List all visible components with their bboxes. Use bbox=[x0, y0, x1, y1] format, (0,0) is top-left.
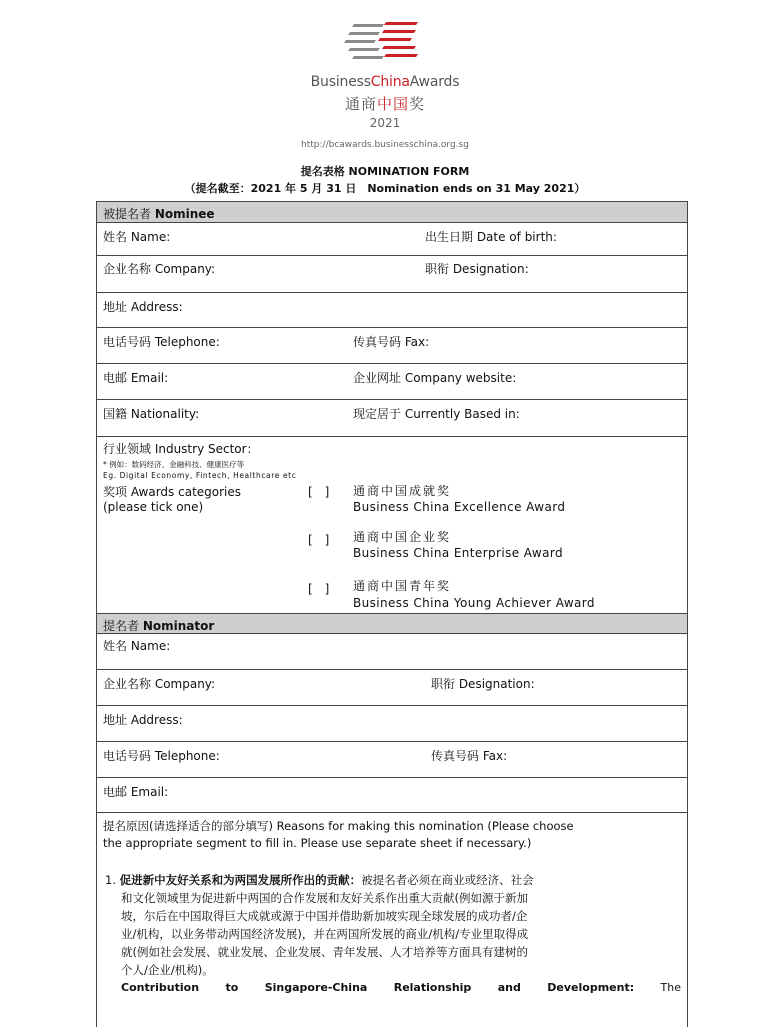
reasons-line-1: 提名原因(请选择适合的部分填写) Reasons for making this nomination (Please choose bbox=[103, 819, 574, 833]
nominator-address-field[interactable]: 地址 Address: bbox=[103, 713, 183, 727]
awards-hint: (please tick one) bbox=[103, 500, 204, 514]
nominator-company-row[interactable] bbox=[97, 670, 687, 706]
contribution-en-line bbox=[105, 979, 681, 997]
form-title: 提名表格 NOMINATION FORM bbox=[300, 165, 470, 178]
award-label-cn-young-achiever: 通商中国青年奖 bbox=[353, 579, 452, 593]
contribution-line-6: 个人/企业/机构)。 bbox=[121, 963, 214, 977]
awards-label: 奖项 Awards categories bbox=[103, 485, 242, 499]
nominator-designation-field[interactable]: 职衔 Designation: bbox=[431, 677, 535, 691]
nominee-company-field[interactable]: 企业名称 Company: bbox=[103, 262, 216, 276]
nominator-name-field[interactable]: 姓名 Name: bbox=[103, 639, 171, 653]
nominee-email-row[interactable] bbox=[97, 364, 687, 400]
en-word: Development: bbox=[547, 981, 635, 994]
nominee-industry-awards-row bbox=[97, 437, 687, 614]
en-word: Relationship bbox=[393, 981, 472, 994]
award-label-cn-enterprise: 通商中国企业奖 bbox=[353, 530, 452, 544]
nominee-email-field[interactable]: 电邮 Email: bbox=[103, 371, 169, 385]
nominee-nationality-field[interactable]: 国籍 Nationality: bbox=[103, 407, 200, 421]
nominee-based-in-field[interactable]: 现定居于 Currently Based in: bbox=[353, 407, 520, 421]
award-label-cn-excellence: 通商中国成就奖 bbox=[353, 484, 452, 498]
award-checkbox-enterprise[interactable]: [ ] bbox=[308, 533, 330, 547]
nominee-dob-field[interactable]: 出生日期 Date of birth: bbox=[425, 230, 557, 244]
industry-note-cn: * 例如：数码经济、金融科技、健康医疗等 bbox=[103, 460, 245, 469]
contribution-body-1: 被提名者必须在商业或经济、社会 bbox=[361, 873, 534, 887]
contribution-criteria bbox=[105, 871, 681, 997]
brand-name-chinese: 通商中国奖 bbox=[344, 95, 426, 113]
contribution-line-1 bbox=[105, 871, 681, 889]
nominee-designation-field[interactable]: 职衔 Designation: bbox=[425, 262, 529, 276]
award-label-en-excellence: Business China Excellence Award bbox=[353, 500, 566, 514]
nominee-telephone-field[interactable]: 电话号码 Telephone: bbox=[103, 335, 220, 349]
brand-year: 2021 bbox=[369, 116, 401, 130]
award-label-en-young-achiever: Business China Young Achiever Award bbox=[353, 596, 595, 610]
nominee-industry-field[interactable]: 行业领域 Industry Sector： bbox=[103, 442, 259, 456]
nominee-address-field[interactable]: 地址 Address: bbox=[103, 300, 183, 314]
en-word: The bbox=[660, 981, 681, 994]
nomination-form bbox=[96, 201, 688, 1027]
industry-note-en: Eg. Digital Economy, Fintech, Healthcare etc bbox=[103, 471, 297, 480]
award-checkbox-young-achiever[interactable]: [ ] bbox=[308, 582, 330, 596]
nominator-company-field[interactable]: 企业名称 Company: bbox=[103, 677, 216, 691]
nominator-email-row[interactable] bbox=[97, 778, 687, 813]
nominee-name-row[interactable] bbox=[97, 223, 687, 256]
en-word: to bbox=[225, 981, 239, 994]
award-checkbox-excellence[interactable]: [ ] bbox=[308, 485, 330, 499]
nominee-fax-field[interactable]: 传真号码 Fax: bbox=[353, 335, 430, 349]
award-label-en-enterprise: Business China Enterprise Award bbox=[353, 546, 563, 560]
nominee-company-row[interactable] bbox=[97, 256, 687, 293]
nominator-telephone-field[interactable]: 电话号码 Telephone: bbox=[103, 749, 220, 763]
contribution-line-4: 业/机构，以业务带动两国经济发展)，并在两国所发展的商业/机构/专业里取得成 bbox=[121, 927, 529, 941]
contribution-number: 1. bbox=[105, 873, 116, 887]
reasons-line-2: the appropriate segment to fill in. Please use separate sheet if necessary.) bbox=[103, 836, 532, 850]
en-word: and bbox=[497, 981, 521, 994]
nominator-address-row[interactable] bbox=[97, 706, 687, 742]
nominee-name-field[interactable]: 姓名 Name: bbox=[103, 230, 171, 244]
contribution-line-3: 坡，尔后在中国取得巨大成就或源于中国并借助新加坡实现全球发展的成功者/企 bbox=[121, 909, 528, 923]
contribution-line-2: 和文化领域里为促进新中两国的合作发展和友好关系作出重大贡献(例如源于新加 bbox=[121, 891, 528, 905]
nominee-nationality-row[interactable] bbox=[97, 400, 687, 437]
brand-name: BusinessChinaAwards bbox=[310, 74, 460, 90]
contribution-line-5: 就(例如社会发展、就业发展、企业发展、青年发展、人才培养等方面具有建树的 bbox=[121, 945, 528, 959]
nominator-telephone-row[interactable] bbox=[97, 742, 687, 778]
nominator-section-header: 提名者 Nominator bbox=[97, 614, 687, 634]
reasons-section bbox=[97, 813, 687, 1027]
nominee-section-header: 被提名者 Nominee bbox=[97, 202, 687, 223]
nominee-telephone-row[interactable] bbox=[97, 328, 687, 364]
reasons-instructions bbox=[103, 818, 683, 852]
nominee-website-field[interactable]: 企业网址 Company website: bbox=[353, 371, 517, 385]
form-deadline: （提名截至：2021 年 5 月 31 日 Nomination ends on 31 May 2021） bbox=[184, 182, 586, 195]
business-china-awards-logo-icon bbox=[340, 18, 420, 68]
nominator-name-row[interactable] bbox=[97, 634, 687, 670]
reasons-left-border bbox=[96, 813, 97, 1027]
nominator-email-field[interactable]: 电邮 Email: bbox=[103, 785, 169, 799]
en-word: Contribution bbox=[121, 981, 200, 994]
en-word: Singapore-China bbox=[264, 981, 368, 994]
brand-url-link[interactable]: http://bcawards.businesschina.org.sg bbox=[301, 140, 469, 150]
nominee-address-row[interactable] bbox=[97, 293, 687, 328]
contribution-title-cn: 促进新中友好关系和为两国发展所作出的贡献： bbox=[119, 873, 362, 887]
nominator-fax-field[interactable]: 传真号码 Fax: bbox=[431, 749, 508, 763]
